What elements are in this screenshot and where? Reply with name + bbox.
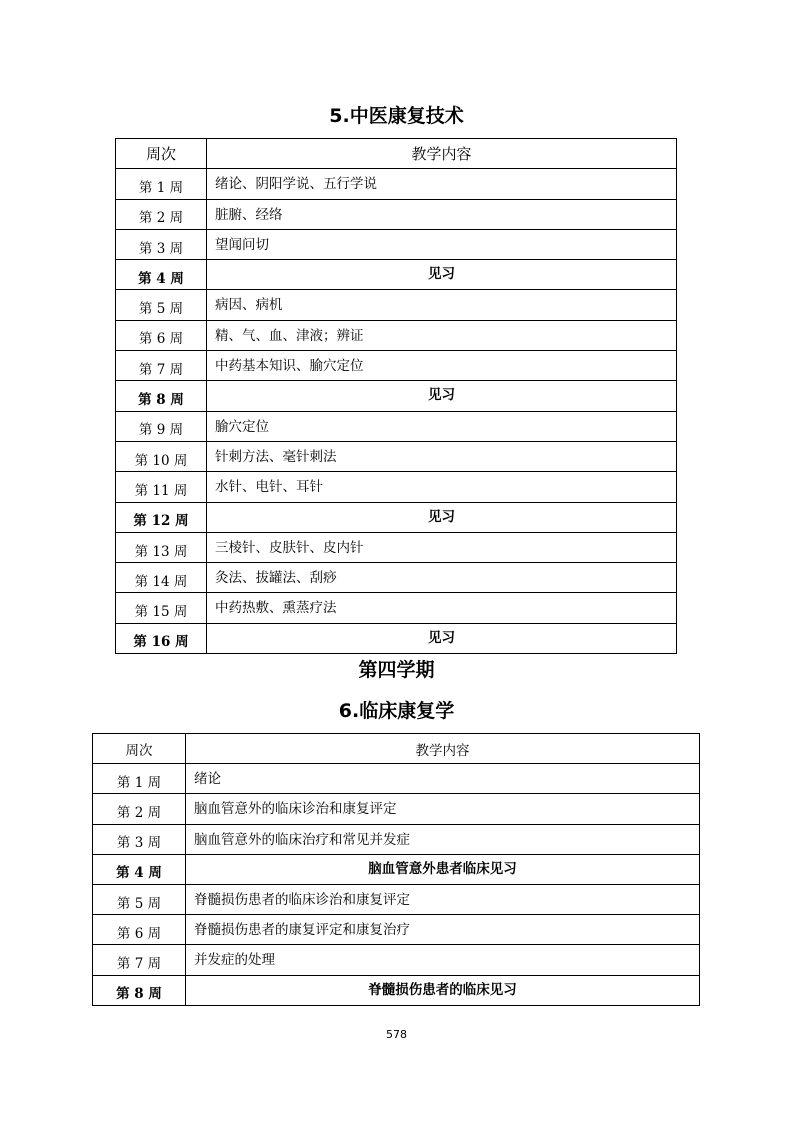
week-cell: 第 2 周 [116,199,207,229]
table-row [116,199,677,229]
week-cell: 第 2 周 [93,794,186,824]
week-cell: 第 13 周 [116,532,207,562]
week-cell: 第 1 周 [116,169,207,199]
table-row [93,794,700,824]
content-cell: 绪论、阴阳学说、五行学说 [207,169,677,199]
table-row [116,260,677,290]
content-cell: 针刺方法、毫针刺法 [207,441,677,471]
week-cell: 第 9 周 [116,411,207,441]
content-cell: 灸法、拔罐法、刮痧 [207,563,677,593]
week-cell: 第 12 周 [116,502,207,532]
week-cell: 第 3 周 [93,824,186,854]
week-cell: 第 11 周 [116,472,207,502]
content-cell: 绪论 [186,764,700,794]
table-row [93,915,700,945]
table-row [93,945,700,975]
table-row [93,854,700,884]
week-cell: 第 3 周 [116,229,207,259]
table-row [93,975,700,1005]
content-cell: 见习 [207,623,677,653]
week-header: 周次 [116,139,207,169]
table-header-row [116,139,677,169]
table-row [116,623,677,653]
content-cell: 脏腑、经络 [207,199,677,229]
week-cell: 第 1 周 [93,764,186,794]
content-cell: 见习 [207,502,677,532]
semester-title: 第四学期 [358,659,435,681]
week-cell: 第 5 周 [116,290,207,320]
week-cell: 第 7 周 [116,351,207,381]
content-header: 教学内容 [186,734,700,764]
table-row [116,169,677,199]
week-cell: 第 6 周 [93,915,186,945]
table-row [116,593,677,623]
content-cell: 见习 [207,381,677,411]
table-row [116,320,677,350]
week-cell: 第 10 周 [116,441,207,471]
content-cell: 腧穴定位 [207,411,677,441]
content-cell: 脑血管意外的临床治疗和常见并发症 [186,824,700,854]
content-cell: 脊髓损伤患者的康复评定和康复治疗 [186,915,700,945]
content-cell: 见习 [207,260,677,290]
week-header: 周次 [93,734,186,764]
content-header: 教学内容 [207,139,677,169]
content-cell: 并发症的处理 [186,945,700,975]
table-row [116,441,677,471]
content-cell: 脊髓损伤患者的临床诊治和康复评定 [186,884,700,914]
table-row [93,884,700,914]
section-5-table [115,138,677,654]
content-cell: 精、气、血、津液；辨证 [207,320,677,350]
table-row [116,502,677,532]
week-cell: 第 4 周 [116,260,207,290]
table-row [93,764,700,794]
week-cell: 第 16 周 [116,623,207,653]
content-cell: 脑血管意外的临床诊治和康复评定 [186,794,700,824]
section-5-title: 5.中医康复技术 [329,105,464,127]
section-6-table [92,733,700,1006]
content-cell: 水针、电针、耳针 [207,472,677,502]
week-cell: 第 14 周 [116,563,207,593]
table-row [116,351,677,381]
content-cell: 中药基本知识、腧穴定位 [207,351,677,381]
week-cell: 第 15 周 [116,593,207,623]
week-cell: 第 5 周 [93,884,186,914]
table-row [93,824,700,854]
table-row [116,563,677,593]
week-cell: 第 7 周 [93,945,186,975]
content-cell: 中药热敷、熏蒸疗法 [207,593,677,623]
table-row [116,472,677,502]
table-row [116,381,677,411]
table-row [116,532,677,562]
content-cell: 三棱针、皮肤针、皮内针 [207,532,677,562]
section-6-title: 6.临床康复学 [338,700,455,722]
page-number: 578 [386,1028,407,1041]
week-cell: 第 6 周 [116,320,207,350]
table-row [116,290,677,320]
table-row [116,411,677,441]
week-cell: 第 8 周 [116,381,207,411]
week-cell: 第 4 周 [93,854,186,884]
content-cell: 脑血管意外患者临床见习 [186,854,700,884]
content-cell: 病因、病机 [207,290,677,320]
content-cell: 脊髓损伤患者的临床见习 [186,975,700,1005]
week-cell: 第 8 周 [93,975,186,1005]
table-row [116,229,677,259]
table-header-row [93,734,700,764]
content-cell: 望闻问切 [207,229,677,259]
